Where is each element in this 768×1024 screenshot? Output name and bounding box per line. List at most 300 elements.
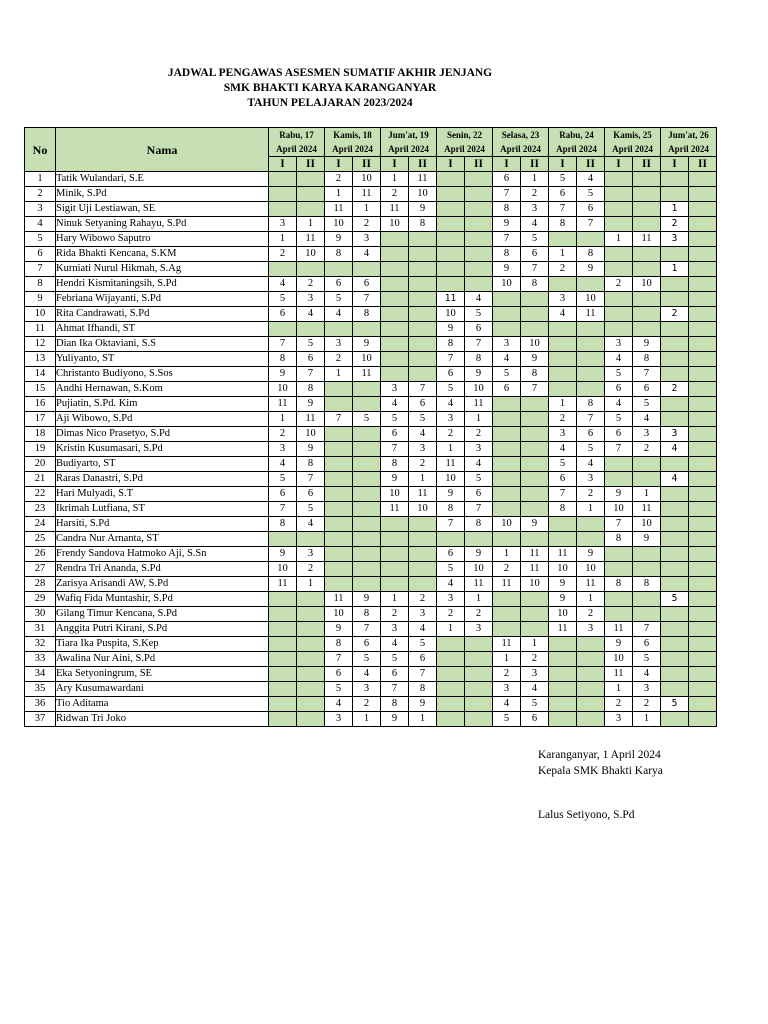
room-cell — [353, 427, 381, 442]
schedule-body — [25, 172, 717, 727]
room-cell — [661, 277, 689, 292]
room-cell — [437, 187, 465, 202]
room-cell: 7 — [409, 667, 437, 682]
room-cell: 4 — [409, 427, 437, 442]
room-cell: 8 — [521, 367, 549, 382]
room-cell — [493, 307, 521, 322]
supervisor-name: Rendra Tri Ananda, S.Pd — [56, 562, 269, 577]
room-cell — [493, 502, 521, 517]
room-cell — [605, 217, 633, 232]
room-cell: 6 — [493, 172, 521, 187]
room-cell — [689, 667, 717, 682]
room-cell: 9 — [577, 262, 605, 277]
room-cell — [381, 247, 409, 262]
table-row — [25, 577, 717, 592]
room-cell: 3 — [381, 382, 409, 397]
room-cell — [409, 247, 437, 262]
room-cell: 9 — [269, 367, 297, 382]
room-cell: 8 — [269, 352, 297, 367]
row-number: 1 — [25, 172, 56, 187]
room-cell — [381, 277, 409, 292]
table-row — [25, 517, 717, 532]
table-row — [25, 367, 717, 382]
room-cell — [409, 532, 437, 547]
day-header: Kamis, 25 April 2024 — [605, 128, 661, 157]
room-cell — [689, 532, 717, 547]
room-cell: 2 — [661, 307, 689, 322]
room-cell — [689, 292, 717, 307]
room-cell: 2 — [549, 412, 577, 427]
room-cell: 4 — [353, 667, 381, 682]
room-cell: 2 — [269, 247, 297, 262]
room-cell — [605, 472, 633, 487]
room-cell — [549, 652, 577, 667]
room-cell — [493, 397, 521, 412]
room-cell: 2 — [325, 172, 353, 187]
room-cell — [549, 352, 577, 367]
table-row — [25, 172, 717, 187]
room-cell — [689, 652, 717, 667]
room-cell: 10 — [381, 487, 409, 502]
supervisor-name: Dian Ika Oktaviani, S.S — [56, 337, 269, 352]
room-cell: 4 — [549, 307, 577, 322]
room-cell: 8 — [297, 457, 325, 472]
session-header: II — [689, 157, 717, 172]
supervisor-name: Eka Setyoningrum, SE — [56, 667, 269, 682]
room-cell: 10 — [325, 217, 353, 232]
room-cell: 6 — [493, 382, 521, 397]
room-cell: 3 — [493, 337, 521, 352]
row-number: 14 — [25, 367, 56, 382]
room-cell: 2 — [633, 697, 661, 712]
room-cell — [605, 457, 633, 472]
table-row — [25, 592, 717, 607]
room-cell: 10 — [381, 217, 409, 232]
room-cell — [465, 667, 493, 682]
room-cell — [605, 547, 633, 562]
row-number: 3 — [25, 202, 56, 217]
room-cell — [325, 397, 353, 412]
room-cell — [437, 217, 465, 232]
room-cell: 5 — [633, 652, 661, 667]
room-cell — [437, 232, 465, 247]
room-cell: 3 — [409, 607, 437, 622]
room-cell — [689, 697, 717, 712]
room-cell — [297, 667, 325, 682]
row-number: 9 — [25, 292, 56, 307]
room-cell — [381, 322, 409, 337]
room-cell — [633, 172, 661, 187]
room-cell: 6 — [353, 277, 381, 292]
room-cell: 8 — [381, 697, 409, 712]
room-cell: 10 — [577, 292, 605, 307]
room-cell — [689, 187, 717, 202]
room-cell — [465, 697, 493, 712]
room-cell: 3 — [381, 622, 409, 637]
table-row — [25, 442, 717, 457]
room-cell: 5 — [381, 652, 409, 667]
room-cell — [437, 652, 465, 667]
room-cell — [325, 262, 353, 277]
room-cell — [437, 697, 465, 712]
room-cell: 6 — [437, 367, 465, 382]
room-cell — [605, 202, 633, 217]
room-cell: 1 — [549, 397, 577, 412]
room-cell: 3 — [521, 202, 549, 217]
room-cell: 10 — [353, 172, 381, 187]
room-cell: 10 — [549, 562, 577, 577]
supervisor-name: Kurniati Nurul Hikmah, S.Ag — [56, 262, 269, 277]
session-header: I — [549, 157, 577, 172]
room-cell — [577, 712, 605, 727]
room-cell — [549, 682, 577, 697]
room-cell — [269, 667, 297, 682]
room-cell: 11 — [381, 502, 409, 517]
session-header: I — [605, 157, 633, 172]
room-cell: 4 — [605, 352, 633, 367]
signature-position: Kepala SMK Bhakti Karya — [538, 765, 663, 777]
room-cell — [409, 262, 437, 277]
room-cell — [409, 322, 437, 337]
room-cell — [689, 577, 717, 592]
room-cell — [689, 637, 717, 652]
room-cell: 1 — [297, 577, 325, 592]
room-cell: 5 — [325, 292, 353, 307]
room-cell: 11 — [409, 487, 437, 502]
room-cell: 7 — [465, 337, 493, 352]
room-cell: 6 — [269, 307, 297, 322]
room-cell — [661, 682, 689, 697]
room-cell — [521, 397, 549, 412]
room-cell: 3 — [325, 337, 353, 352]
room-cell: 5 — [577, 187, 605, 202]
room-cell — [437, 637, 465, 652]
day-header: Kamis, 18 April 2024 — [325, 128, 381, 157]
session-header: I — [381, 157, 409, 172]
room-cell: 3 — [269, 442, 297, 457]
room-cell: 6 — [437, 547, 465, 562]
room-cell — [437, 532, 465, 547]
room-cell: 3 — [437, 412, 465, 427]
room-cell — [493, 532, 521, 547]
table-row — [25, 412, 717, 427]
room-cell — [437, 247, 465, 262]
room-cell: 6 — [409, 397, 437, 412]
room-cell: 5 — [353, 652, 381, 667]
room-cell: 2 — [409, 592, 437, 607]
room-cell: 1 — [661, 202, 689, 217]
room-cell: 9 — [493, 217, 521, 232]
supervisor-name: Rita Candrawati, S.Pd — [56, 307, 269, 322]
room-cell: 9 — [465, 547, 493, 562]
room-cell: 11 — [409, 172, 437, 187]
room-cell — [521, 607, 549, 622]
room-cell: 9 — [577, 547, 605, 562]
room-cell: 2 — [661, 382, 689, 397]
room-cell — [325, 382, 353, 397]
room-cell — [633, 547, 661, 562]
room-cell: 4 — [577, 172, 605, 187]
room-cell — [409, 577, 437, 592]
room-cell: 5 — [409, 637, 437, 652]
room-cell — [381, 532, 409, 547]
row-number: 4 — [25, 217, 56, 232]
day-header: Rabu, 17 April 2024 — [269, 128, 325, 157]
room-cell — [689, 172, 717, 187]
room-cell: 5 — [269, 472, 297, 487]
signature-name: Lalus Setiyono, S.Pd — [538, 809, 635, 821]
room-cell — [661, 652, 689, 667]
room-cell: 11 — [381, 202, 409, 217]
row-number: 21 — [25, 472, 56, 487]
room-cell: 4 — [269, 457, 297, 472]
table-row — [25, 262, 717, 277]
supervisor-name: Wafiq Fida Muntashir, S.Pd — [56, 592, 269, 607]
room-cell: 7 — [297, 472, 325, 487]
room-cell — [353, 577, 381, 592]
room-cell — [493, 472, 521, 487]
room-cell: 2 — [353, 697, 381, 712]
room-cell — [689, 607, 717, 622]
room-cell: 5 — [325, 682, 353, 697]
row-number: 2 — [25, 187, 56, 202]
room-cell — [493, 607, 521, 622]
room-cell: 9 — [633, 532, 661, 547]
room-cell — [269, 532, 297, 547]
room-cell: 3 — [577, 622, 605, 637]
session-header: II — [465, 157, 493, 172]
day-header: Rabu, 24 April 2024 — [549, 128, 605, 157]
room-cell — [689, 277, 717, 292]
session-header: II — [577, 157, 605, 172]
room-cell — [549, 337, 577, 352]
supervisor-name: Kristin Kusumasari, S.Pd — [56, 442, 269, 457]
table-row — [25, 307, 717, 322]
room-cell — [437, 172, 465, 187]
room-cell — [549, 637, 577, 652]
room-cell — [689, 427, 717, 442]
room-cell: 10 — [297, 427, 325, 442]
room-cell — [325, 532, 353, 547]
supervisor-name: Minik, S.Pd — [56, 187, 269, 202]
room-cell — [297, 712, 325, 727]
room-cell: 8 — [353, 607, 381, 622]
room-cell: 1 — [381, 172, 409, 187]
room-cell: 7 — [577, 412, 605, 427]
room-cell — [493, 622, 521, 637]
room-cell — [493, 427, 521, 442]
room-cell: 6 — [381, 427, 409, 442]
table-row — [25, 562, 717, 577]
room-cell — [633, 187, 661, 202]
room-cell — [549, 697, 577, 712]
room-cell — [353, 502, 381, 517]
table-row — [25, 292, 717, 307]
room-cell — [353, 442, 381, 457]
day-header: Senin, 22 April 2024 — [437, 128, 493, 157]
room-cell — [353, 322, 381, 337]
room-cell: 3 — [549, 292, 577, 307]
room-cell — [465, 277, 493, 292]
room-cell — [465, 262, 493, 277]
room-cell — [297, 652, 325, 667]
supervisor-name: Hari Mulyadi, S.T — [56, 487, 269, 502]
room-cell — [269, 187, 297, 202]
room-cell: 3 — [661, 232, 689, 247]
room-cell: 3 — [353, 682, 381, 697]
room-cell — [689, 472, 717, 487]
room-cell — [549, 277, 577, 292]
room-cell: 10 — [437, 307, 465, 322]
row-number: 15 — [25, 382, 56, 397]
room-cell: 9 — [353, 337, 381, 352]
room-cell — [297, 697, 325, 712]
room-cell: 9 — [633, 337, 661, 352]
row-number: 17 — [25, 412, 56, 427]
room-cell: 2 — [437, 427, 465, 442]
session-header: I — [437, 157, 465, 172]
room-cell — [437, 262, 465, 277]
room-cell: 7 — [549, 202, 577, 217]
room-cell: 9 — [297, 442, 325, 457]
room-cell — [381, 232, 409, 247]
room-cell: 1 — [605, 232, 633, 247]
row-number: 22 — [25, 487, 56, 502]
day-header: Selasa, 23 April 2024 — [493, 128, 549, 157]
row-number: 19 — [25, 442, 56, 457]
room-cell: 1 — [633, 487, 661, 502]
room-cell: 11 — [605, 667, 633, 682]
room-cell: 6 — [325, 277, 353, 292]
room-cell: 5 — [605, 367, 633, 382]
room-cell — [605, 172, 633, 187]
room-cell: 8 — [437, 337, 465, 352]
room-cell: 8 — [465, 352, 493, 367]
room-cell: 8 — [493, 202, 521, 217]
room-cell — [577, 652, 605, 667]
table-row — [25, 547, 717, 562]
room-cell — [605, 322, 633, 337]
room-cell: 4 — [661, 442, 689, 457]
room-cell — [689, 232, 717, 247]
room-cell: 7 — [633, 622, 661, 637]
col-no-header: No — [25, 128, 56, 172]
room-cell: 7 — [605, 517, 633, 532]
room-cell: 9 — [437, 487, 465, 502]
room-cell: 4 — [269, 277, 297, 292]
room-cell — [605, 262, 633, 277]
room-cell: 7 — [297, 367, 325, 382]
room-cell: 10 — [493, 277, 521, 292]
supervisor-name: Ary Kusumawardani — [56, 682, 269, 697]
room-cell — [605, 247, 633, 262]
room-cell — [689, 382, 717, 397]
room-cell — [689, 202, 717, 217]
room-cell: 10 — [521, 337, 549, 352]
room-cell: 4 — [577, 457, 605, 472]
room-cell: 3 — [437, 592, 465, 607]
row-number: 33 — [25, 652, 56, 667]
room-cell — [661, 337, 689, 352]
room-cell — [297, 202, 325, 217]
room-cell — [325, 322, 353, 337]
room-cell: 11 — [465, 397, 493, 412]
room-cell — [409, 292, 437, 307]
room-cell: 9 — [605, 487, 633, 502]
room-cell — [353, 487, 381, 502]
room-cell — [325, 502, 353, 517]
room-cell: 11 — [521, 547, 549, 562]
room-cell: 3 — [325, 712, 353, 727]
room-cell — [689, 547, 717, 562]
room-cell — [353, 397, 381, 412]
room-cell — [661, 577, 689, 592]
room-cell: 1 — [269, 412, 297, 427]
room-cell: 10 — [577, 562, 605, 577]
room-cell: 1 — [409, 472, 437, 487]
room-cell — [353, 382, 381, 397]
room-cell — [269, 262, 297, 277]
room-cell: 4 — [297, 517, 325, 532]
session-header: II — [353, 157, 381, 172]
room-cell — [549, 712, 577, 727]
room-cell — [689, 337, 717, 352]
room-cell — [521, 592, 549, 607]
room-cell — [521, 442, 549, 457]
room-cell: 9 — [325, 232, 353, 247]
signature-place-date: Karanganyar, 1 April 2024 — [538, 749, 661, 761]
room-cell: 1 — [409, 712, 437, 727]
room-cell — [465, 637, 493, 652]
room-cell — [689, 322, 717, 337]
room-cell — [633, 457, 661, 472]
room-cell: 4 — [297, 307, 325, 322]
supervisor-name: Hary Wibowo Saputro — [56, 232, 269, 247]
supervisor-name: Sigit Uji Lestiawan, SE — [56, 202, 269, 217]
room-cell: 5 — [521, 232, 549, 247]
room-cell: 9 — [297, 397, 325, 412]
table-row — [25, 487, 717, 502]
room-cell — [633, 592, 661, 607]
room-cell — [633, 472, 661, 487]
room-cell: 2 — [661, 217, 689, 232]
room-cell: 2 — [353, 217, 381, 232]
room-cell — [269, 712, 297, 727]
table-row — [25, 607, 717, 622]
room-cell: 10 — [325, 607, 353, 622]
room-cell: 7 — [381, 442, 409, 457]
room-cell: 1 — [353, 202, 381, 217]
room-cell — [633, 217, 661, 232]
room-cell — [689, 247, 717, 262]
room-cell — [577, 382, 605, 397]
room-cell — [297, 532, 325, 547]
room-cell: 4 — [521, 682, 549, 697]
room-cell — [465, 172, 493, 187]
table-row — [25, 622, 717, 637]
room-cell — [549, 322, 577, 337]
room-cell: 5 — [465, 472, 493, 487]
room-cell — [661, 622, 689, 637]
room-cell: 7 — [493, 187, 521, 202]
room-cell — [577, 697, 605, 712]
room-cell: 1 — [521, 637, 549, 652]
room-cell: 8 — [297, 382, 325, 397]
room-cell: 2 — [577, 487, 605, 502]
supervisor-name: Anggita Putri Kirani, S.Pd — [56, 622, 269, 637]
room-cell: 9 — [325, 622, 353, 637]
room-cell — [689, 502, 717, 517]
